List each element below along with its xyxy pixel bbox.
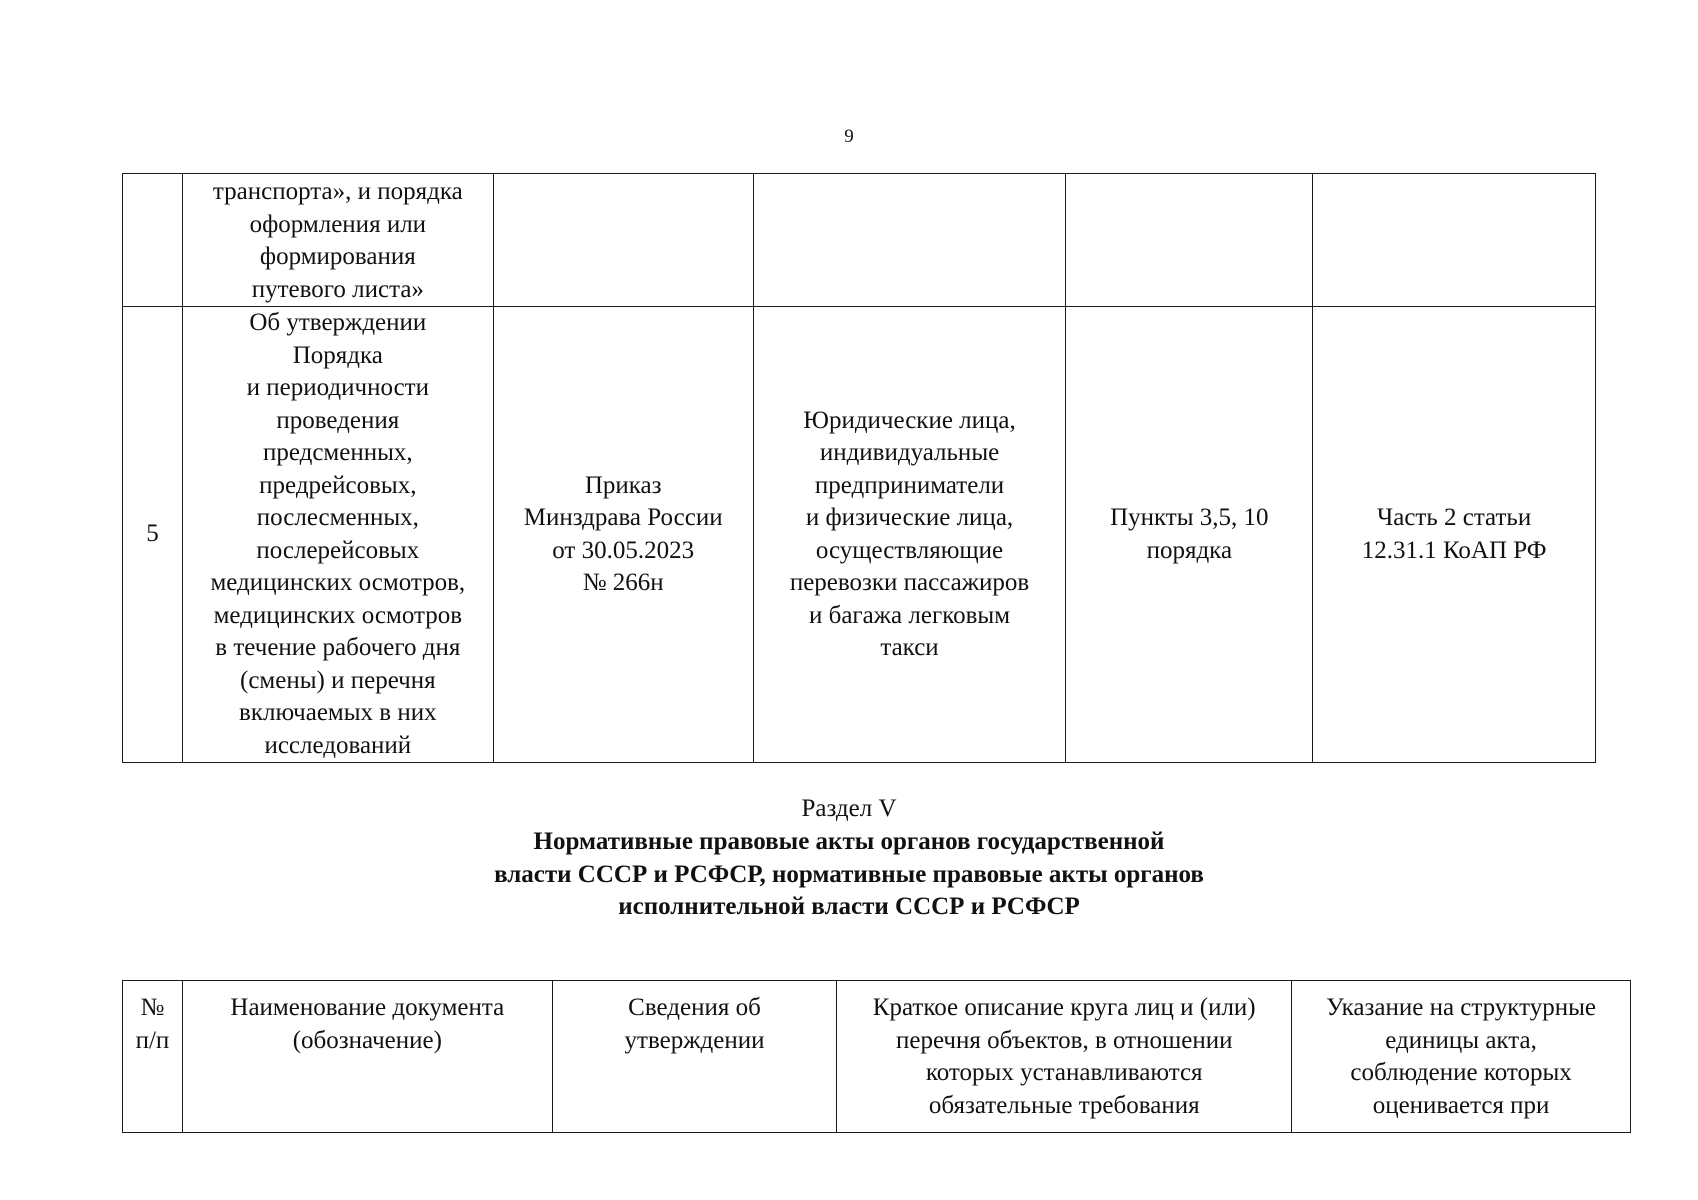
text-line: единицы акта,: [1385, 1026, 1537, 1054]
text-line: индивидуальные: [819, 439, 1000, 466]
text-line: Сведения об: [628, 994, 761, 1021]
text-line: Приказ: [584, 471, 662, 499]
text-line: соблюдение которых: [1350, 1059, 1572, 1086]
cell-number: 5: [123, 307, 183, 763]
cell-liability: [1313, 174, 1596, 307]
cell-document-name: [182, 174, 493, 307]
text-line: Пункты 3,5, 10: [1110, 504, 1269, 531]
cell-approval: [493, 307, 753, 763]
text-line: Наименование документа: [230, 994, 505, 1021]
text-line: формирования: [259, 243, 416, 270]
page-number: 9: [844, 126, 854, 147]
text-line: Об утверждении: [249, 309, 427, 336]
text-line: послесменных,: [256, 504, 419, 531]
text-line: предприниматели: [814, 471, 1005, 499]
section-label: Раздел V: [801, 795, 897, 822]
text-line: перечня объектов, в отношении: [895, 1026, 1233, 1054]
table-header-row: [123, 981, 1631, 1133]
text-line: и багажа легковым: [808, 601, 1011, 629]
text-line: транспорта», и порядка: [212, 178, 463, 205]
text-line: предрейсовых,: [259, 471, 417, 499]
text-line: медицинских осмотров: [213, 601, 463, 629]
cell-persons: [753, 307, 1066, 763]
text-line: включаемых в них: [239, 699, 437, 726]
text-line: осуществляющие: [815, 536, 1004, 564]
text-line: Указание на структурные: [1326, 994, 1596, 1021]
cell-liability: [1313, 307, 1596, 763]
text-line: предсменных,: [262, 439, 413, 466]
header-persons: [837, 981, 1292, 1133]
title-line: исполнительной власти СССР и РСФСР: [618, 893, 1080, 920]
text-line: № 266н: [582, 569, 664, 596]
text-line: исследований: [264, 731, 412, 759]
text-line: (смены) и перечня: [240, 666, 436, 694]
cell-approval: [493, 174, 753, 307]
text-line: от 30.05.2023: [552, 536, 695, 564]
text-line: перевозки пассажиров: [789, 569, 1030, 596]
text-line: п/п: [135, 1026, 170, 1054]
cell-units: [1066, 307, 1313, 763]
text-line: Порядка: [292, 341, 383, 369]
title-line: Нормативные правовые акты органов государственной: [533, 828, 1165, 855]
header-units: [1292, 981, 1631, 1133]
requirements-table: [122, 173, 1596, 763]
header-approval: [552, 981, 837, 1133]
header-number: [123, 981, 183, 1133]
text-line: порядка: [1146, 536, 1233, 564]
text-line: и физические лица,: [805, 504, 1014, 531]
text-line: обязательные требования: [928, 1091, 1200, 1119]
table-row: [123, 307, 1596, 763]
text-line: утверждении: [624, 1026, 765, 1054]
text-line: которых устанавливаются: [925, 1059, 1203, 1086]
text-line: оценивается при: [1372, 1091, 1550, 1119]
cell-persons: [753, 174, 1066, 307]
cell-units: [1066, 174, 1313, 307]
text-line: послерейсовых: [256, 536, 420, 564]
title-line: власти СССР и РСФСР, нормативные правовые акты органов: [494, 860, 1204, 888]
section-title: [0, 826, 1698, 924]
table-row-continuation: [123, 174, 1596, 307]
text-line: Минздрава России: [523, 504, 723, 531]
text-line: Юридические лица,: [803, 406, 1016, 434]
cell-document-name: [182, 307, 493, 763]
text-line: 12.31.1 КоАП РФ: [1361, 536, 1547, 564]
text-line: такси: [880, 634, 939, 661]
text-line: медицинских осмотров,: [210, 569, 466, 596]
text-line: путевого листа»: [251, 275, 424, 303]
text-line: и периодичности: [246, 374, 429, 401]
text-line: №: [140, 994, 165, 1021]
text-line: оформления или: [249, 210, 427, 238]
text-line: Краткое описание круга лиц и (или): [872, 994, 1256, 1021]
text-line: Часть 2 статьи: [1376, 504, 1532, 531]
header-document-name: [182, 981, 552, 1133]
text-line: проведения: [276, 406, 400, 434]
cell-number: [123, 174, 183, 307]
text-line: (обозначение): [292, 1026, 442, 1054]
section-v-table: [122, 980, 1631, 1133]
text-line: в течение рабочего дня: [215, 634, 461, 661]
